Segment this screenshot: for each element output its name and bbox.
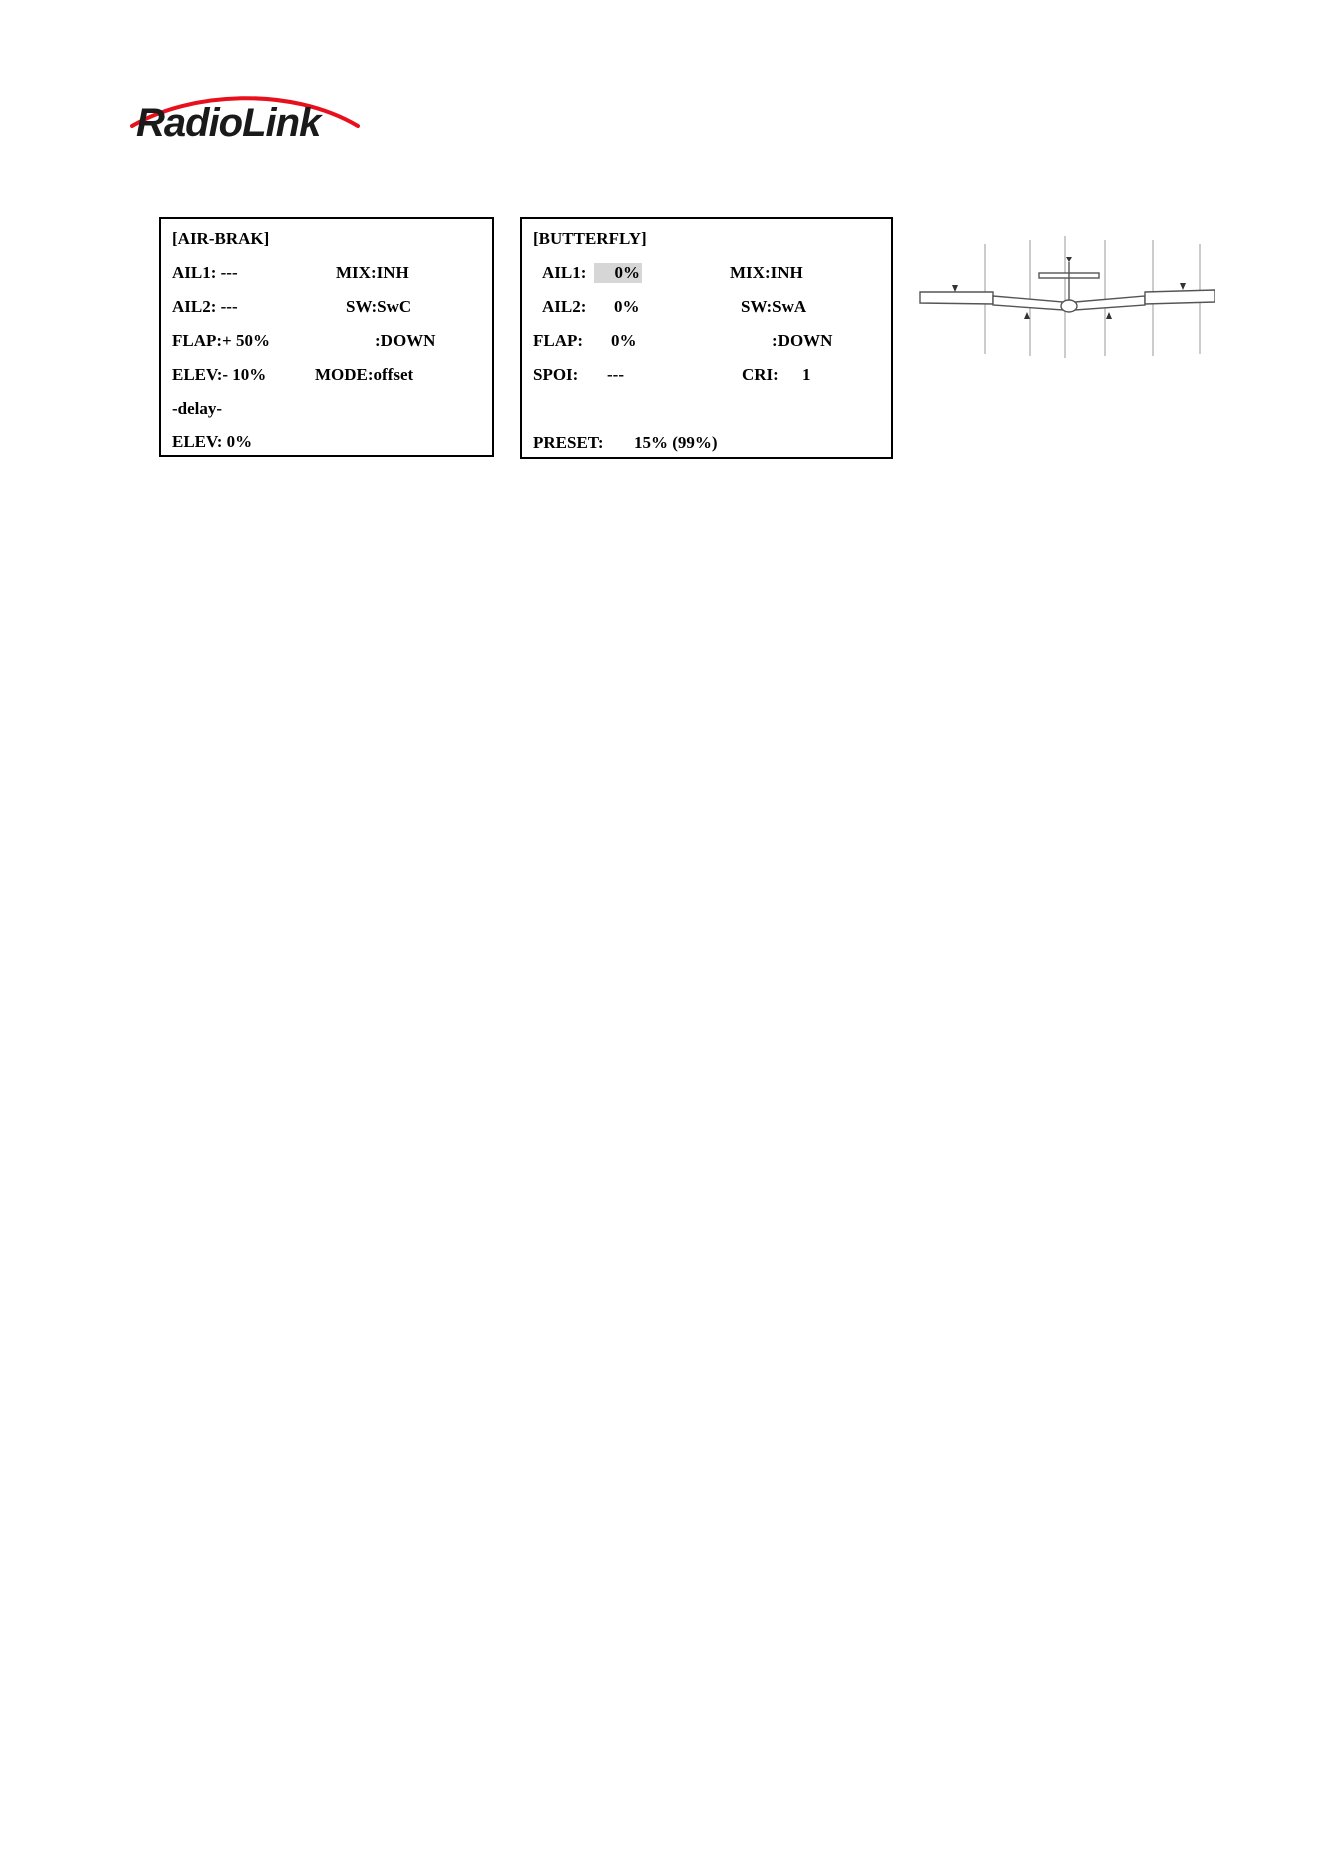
butterfly-ail1-value[interactable]: 0% [594, 263, 642, 283]
air-brake-panel [159, 217, 494, 457]
butterfly-preset-value: 15% (99%) [634, 433, 718, 452]
butterfly-direction: :DOWN [772, 331, 833, 350]
air-brake-ail2: AIL2: --- [172, 297, 238, 316]
air-brake-ail1: AIL1: --- [172, 263, 238, 282]
butterfly-switch: SW:SwA [741, 297, 807, 316]
air-brake-flap: FLAP:+ 50% [172, 331, 270, 350]
logo-text: RadioLink [136, 101, 321, 142]
air-brake-mode: MODE:offset [315, 365, 414, 384]
air-brake-elev: ELEV:- 10% [172, 365, 267, 384]
butterfly-flap-value: 0% [611, 331, 637, 350]
butterfly-mix: MIX:INH [730, 263, 803, 282]
butterfly-ail2-label: AIL2: [542, 297, 587, 316]
butterfly-flap-label: FLAP: [533, 331, 584, 350]
glider-butterfly-icon [915, 226, 1215, 366]
air-brake-delay-heading: -delay- [172, 399, 223, 418]
butterfly-cri-value: 1 [802, 365, 811, 384]
air-brake-switch: SW:SwC [346, 297, 412, 316]
butterfly-preset-label: PRESET: [533, 433, 604, 452]
butterfly-ail1-label: AIL1: [542, 263, 587, 282]
air-brake-title: [AIR-BRAK] [172, 229, 270, 248]
butterfly-spoi-value: --- [607, 365, 624, 384]
butterfly-title: [BUTTERFLY] [533, 229, 647, 248]
butterfly-cri-label: CRI: [742, 365, 779, 384]
butterfly-panel [520, 217, 893, 459]
butterfly-ail2-value: 0% [614, 297, 640, 316]
air-brake-delay-elev: ELEV: 0% [172, 432, 253, 451]
air-brake-direction: :DOWN [375, 331, 436, 350]
butterfly-spoi-label: SPOI: [533, 365, 579, 384]
radiolink-logo [130, 86, 362, 142]
air-brake-mix: MIX:INH [336, 263, 409, 282]
